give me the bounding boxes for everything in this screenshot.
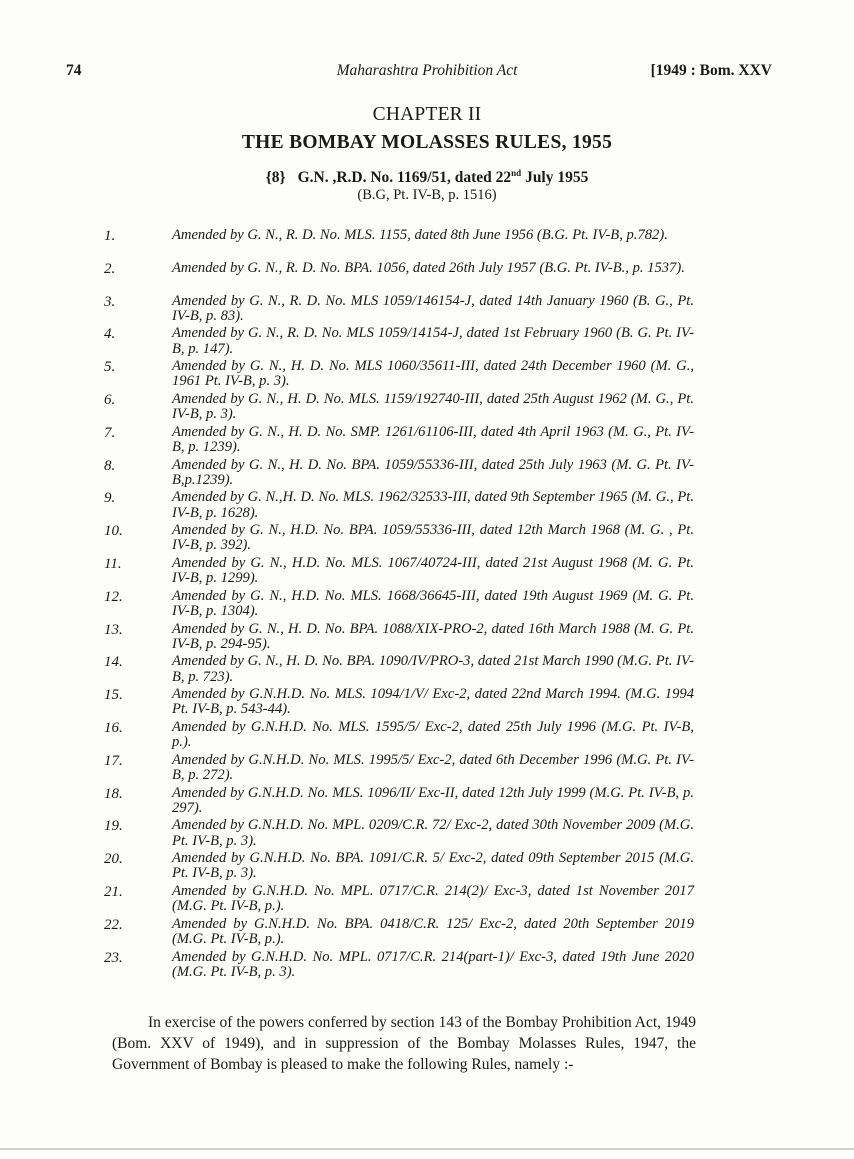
amendment-number: 18. [104, 785, 123, 802]
amendment-number: 16. [104, 719, 123, 736]
amendment-text: Amended by G. N., H. D. No. SMP. 1261/61106-III, dated 4th April 1963 (M. G., Pt. IV-B, p. 1239). [172, 423, 694, 456]
amendment-text: Amended by G.N.H.D. No. MPL. 0717/C.R. 214(2)/ Exc-3, dated 1st November 2017 (M.G. Pt. IV-B, p.). [172, 882, 694, 915]
amendment-item [0, 884, 854, 917]
amendment-number: 6. [104, 391, 116, 408]
amendment-item [0, 917, 854, 950]
amendment-text: Amended by G. N., H.D. No. MLS. 1668/36645-III, dated 19th August 1969 (M. G. Pt. IV-B, p. 1304). [172, 587, 694, 620]
amendment-item [0, 687, 854, 720]
amendment-item [0, 720, 854, 753]
amendment-number: 1. [104, 228, 116, 244]
amendment-number: 15. [104, 687, 123, 704]
amendment-item [0, 228, 854, 261]
amendment-number: 11. [104, 555, 122, 572]
amendment-text: Amended by G.N.H.D. No. MLS. 1096/II/ Exc-II, dated 12th July 1999 (M.G. Pt. IV-B, p. 297). [172, 784, 694, 816]
enacting-paragraph: In exercise of the powers conferred by section 143 of the Bombay Prohibition Act, 1949 (Bom. XXV of 1949), and in suppression of the Bombay Molasses Rules, 1947, the Government of Bombay is pleased to make the following Rules, namely :- [112, 1013, 696, 1073]
amendment-text: Amended by G.N.H.D. No. BPA. 0418/C.R. 125/ Exc-2, dated 20th September 2019 (M.G. Pt. IV-B, p.). [172, 915, 694, 948]
amendment-text: Amended by G.N.H.D. No. MLS. 1595/5/ Exc-2, dated 25th July 1996 (M.G. Pt. IV-B, p.). [172, 718, 694, 751]
amendment-text: Amended by G. N., H. D. No. BPA. 1090/IV/PRO-3, dated 21st March 1990 (M.G. Pt. IV-B, p. 723). [172, 653, 694, 685]
page-number: 74 [66, 62, 82, 79]
amendment-number: 10. [104, 523, 123, 540]
amendment-item [0, 294, 854, 327]
running-title: Maharashtra Prohibition Act [336, 62, 518, 79]
page-edge-divider [0, 1148, 854, 1150]
amendment-number: 7. [104, 424, 116, 441]
amendment-number: 5. [104, 359, 116, 376]
amendment-number: 9. [104, 490, 116, 507]
amendment-text: Amended by G. N., H. D. No. MLS 1060/35611-III, dated 24th December 1960 (M. G., 1961 Pt. IV-B, p. 3). [172, 358, 694, 390]
amendment-text: Amended by G. N., H.D. No. BPA. 1059/55336-III, dated 12th March 1968 (M. G. , Pt. IV-B, p. 392). [172, 522, 694, 554]
amendment-number: 23. [104, 949, 123, 966]
rules-title: THE BOMBAY MOLASSES RULES, 1955 [241, 132, 613, 153]
amendment-text: Amended by G. N., R. D. No. BPA. 1056, dated 26th July 1957 (B.G. Pt. IV-B., p. 1537). [172, 259, 685, 276]
amendment-number: 14. [104, 654, 123, 671]
notification-date: July 1955 [521, 169, 589, 187]
amendment-item [0, 326, 854, 359]
amendment-text: Amended by G. N., R. D. No. MLS 1059/14154-J, dated 1st February 1960 (B. G. Pt. IV-B, p. 147). [172, 325, 694, 357]
amendment-item [0, 851, 854, 884]
amendment-number: 13. [104, 621, 123, 638]
amendment-text: Amended by G.N.H.D. No. MPL. 0717/C.R. 214(part-1)/ Exc-3, dated 19th June 2020 (M.G. Pt. IV-B, p. 3). [172, 948, 694, 980]
amendment-number: 3. [104, 293, 116, 310]
amendment-text: Amended by G. N., R. D. No. MLS. 1155, dated 8th June 1956 (B.G. Pt. IV-B, p.782). [172, 227, 668, 243]
amendment-number: 20. [104, 851, 123, 868]
amendment-text: Amended by G. N., R. D. No. MLS 1059/146154-J, dated 14th January 1960 (B. G., Pt. IV-B, p. 83). [172, 292, 694, 324]
amendment-text: Amended by G. N.,H. D. No. MLS. 1962/32533-III, dated 9th September 1965 (M. G., Pt. IV-B, p. 1628). [172, 489, 694, 521]
notification-text: G.N. ,R.D. No. 1169/51, dated 22 [297, 169, 512, 187]
amendment-number: 8. [104, 457, 116, 474]
amendment-text: Amended by G.N.H.D. No. BPA. 1091/C.R. 5/ Exc-2, dated 09th September 2015 (M.G. Pt. IV-B, p. 3). [172, 850, 694, 882]
amendment-text: Amended by G.N.H.D. No. MLS. 1995/5/ Exc-2, dated 6th December 1996 (M.G. Pt. IV-B, p. 272). [172, 751, 694, 784]
amendment-number: 2. [104, 260, 116, 277]
chapter-heading: CHAPTER II [372, 104, 482, 125]
gazette-reference: (B.G, Pt. IV-B, p. 1516) [357, 187, 497, 203]
amendment-text: Amended by G.N.H.D. No. MLS. 1094/1/V/ Exc-2, dated 22nd March 1994. (M.G. 1994 Pt. IV-B, p. 543-44). [172, 686, 694, 718]
amendment-number: 17. [104, 752, 123, 769]
amendment-item [0, 818, 854, 851]
amendment-text: Amended by G. N., H. D. No. BPA. 1088/XIX-PRO-2, dated 16th March 1988 (M. G. Pt. IV-B, p. 294-95). [172, 620, 694, 652]
amendment-item [0, 950, 854, 983]
amendment-item [0, 458, 854, 491]
amendment-text: Amended by G. N., H. D. No. MLS. 1159/192740-III, dated 25th August 1962 (M. G., Pt. IV-B, p. 3). [172, 390, 694, 423]
notification-line [0, 168, 854, 187]
page-header [0, 62, 854, 92]
notification-sup: nd [511, 168, 522, 178]
amendment-item [0, 392, 854, 425]
amendment-item [0, 523, 854, 556]
act-reference: [1949 : Bom. XXV [650, 62, 772, 79]
amendment-item [0, 556, 854, 589]
amendment-number: 19. [104, 818, 123, 835]
amendment-number: 4. [104, 326, 116, 343]
amendment-text: Amended by G. N., H.D. No. MLS. 1067/40724-III, dated 21st August 1968 (M. G. Pt. IV-B, p. 1299). [172, 554, 694, 587]
amendment-item [0, 654, 854, 687]
amendment-text: Amended by G.N.H.D. No. MPL. 0209/C.R. 72/ Exc-2, dated 30th November 2009 (M.G. Pt. IV-B, p. 3). [172, 817, 694, 849]
amendment-item [0, 589, 854, 622]
footnote-ref: {8} [265, 169, 286, 187]
amendment-text: Amended by G. N., H. D. No. BPA. 1059/55336-III, dated 25th July 1963 (M. G. Pt. IV-B,p.1239). [172, 456, 694, 488]
amendment-item [0, 490, 854, 523]
amendment-number: 12. [104, 588, 123, 605]
amendment-item [0, 359, 854, 392]
amendment-number: 22. [104, 916, 123, 933]
amendment-item [0, 622, 854, 655]
amendment-item [0, 753, 854, 786]
amendment-item [0, 261, 854, 294]
amendment-item [0, 425, 854, 458]
amendment-item [0, 786, 854, 819]
amendment-list [0, 228, 854, 982]
amendment-number: 21. [104, 883, 123, 900]
